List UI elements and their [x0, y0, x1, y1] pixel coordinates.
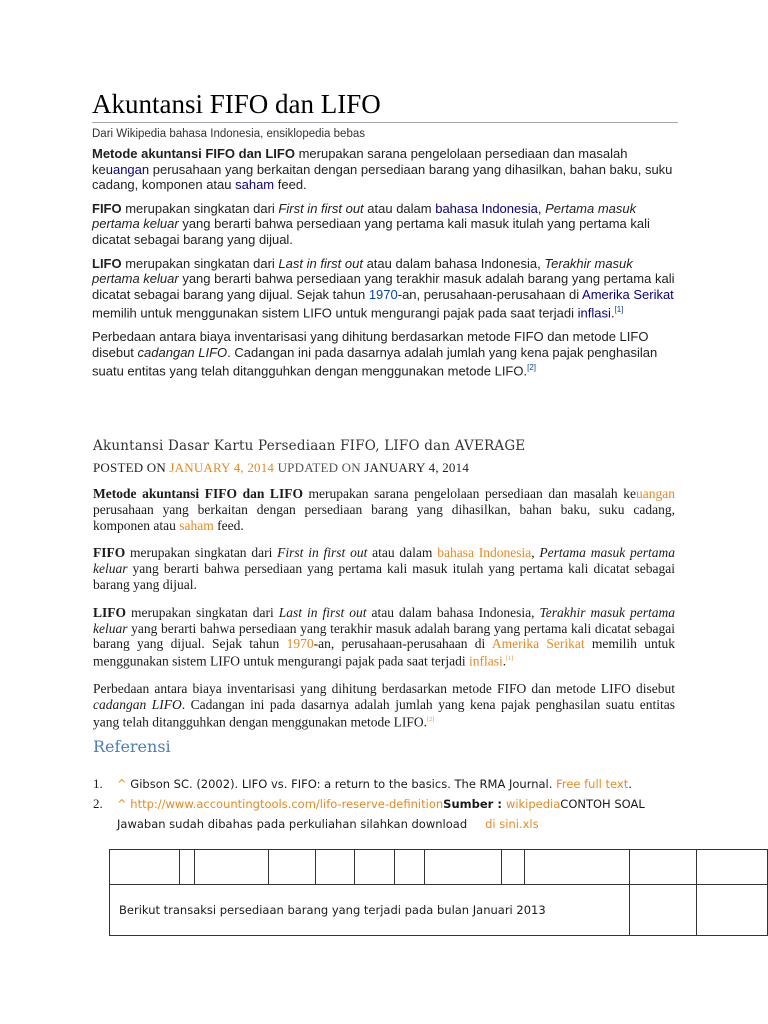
text: perusahaan yang berkaitan dengan persediaan barang yang dihasilkan, bahan baku, suku cadang, komponen atau	[92, 161, 673, 193]
reference-item-2	[93, 794, 683, 834]
footnote-1[interactable]: [1]	[506, 656, 514, 663]
posted-label: POSTED ON	[93, 460, 170, 475]
caret-link[interactable]: ^	[117, 797, 127, 811]
download-text: Jawaban sudah dibahas pada perkuliahan silahkan download	[117, 817, 468, 831]
table-cell	[179, 850, 194, 885]
bold-term: Metode akuntansi FIFO dan LIFO	[92, 146, 295, 161]
post-meta	[93, 460, 675, 476]
updated-label: UPDATED ON	[274, 460, 365, 475]
text: yang berarti bahwa persediaan yang terakhir masuk adalah barang yang pertama kali dicatat sebagai barang yang dijual. Sejak tahun	[93, 620, 675, 652]
table-cell	[394, 850, 424, 885]
text: memilih untuk menggunakan sistem LIFO untuk mengurangi pajak pada saat terjadi	[92, 305, 578, 321]
references-heading: Referensi	[93, 737, 171, 756]
table-cell	[194, 850, 269, 885]
table-cell	[525, 850, 630, 885]
posted-date-link[interactable]: JANUARY 4, 2014	[169, 460, 275, 475]
italic-term: First in first out	[277, 545, 368, 561]
italic-term: First in first out	[278, 200, 364, 216]
text: atau dalam bahasa Indonesia,	[362, 255, 545, 271]
list-number: 2.	[93, 796, 103, 811]
blog-paragraph-4	[93, 681, 675, 730]
wikipedia-link[interactable]: wikipedia	[505, 797, 561, 811]
text: yang berarti bahwa persediaan yang terakhir masuk adalah barang yang pertama kali dicatat sebagai barang yang dijual. Sejak tahun	[92, 271, 675, 302]
text: -an, perusahaan-perusahaan di	[313, 636, 492, 652]
footnote-1[interactable]: [1]	[614, 305, 624, 315]
link-uangan[interactable]: uangan	[105, 161, 150, 177]
text: .	[610, 305, 615, 321]
download-link[interactable]: di sini.xls	[485, 817, 539, 831]
italic-term: Pertama masuk pertama keluar	[93, 545, 675, 577]
link-1970[interactable]: 1970	[286, 636, 314, 652]
italic-term: Terakhir masuk pertama keluar	[93, 604, 675, 636]
text: . Cadangan ini pada dasarnya adalah jumlah yang kena pajak penghasilan suatu entitas yang telah ditangguhkan dengan menggunakan metode LIFO.	[93, 697, 675, 730]
bold-term: LIFO	[93, 604, 127, 620]
text: merupakan singkatan dari	[126, 604, 279, 620]
text: Perbedaan antara biaya inventarisasi yang dihitung berdasarkan metode FIFO dan metode LIFO disebut	[93, 681, 675, 697]
italic-term: Last in first out	[278, 604, 367, 620]
blog-heading: Akuntansi Dasar Kartu Persediaan FIFO, LIFO dan AVERAGE	[93, 438, 526, 454]
references-list	[93, 774, 683, 834]
caret-link[interactable]: ^	[117, 777, 127, 791]
text: -an, perusahaan-perusahaan di	[397, 286, 583, 302]
table-cell	[502, 850, 525, 885]
text: .	[502, 653, 507, 669]
text: feed.	[213, 517, 244, 533]
link-saham[interactable]: saham	[235, 177, 275, 193]
text: ,	[531, 545, 540, 561]
bold-term: LIFO	[92, 255, 122, 271]
link-saham[interactable]: saham	[179, 517, 214, 533]
wiki-paragraph-3	[92, 256, 678, 322]
text: yang berarti bahwa persediaan yang pertama kali masuk itulah yang pertama kali dicatat sebagai barang yang dijual.	[92, 216, 650, 247]
text: atau dalam bahasa Indonesia,	[366, 604, 540, 620]
wiki-paragraph-4	[92, 329, 678, 379]
table-row	[110, 885, 768, 936]
italic-term: cadangan LIFO	[93, 697, 182, 713]
link-inflasi[interactable]: inflasi	[577, 305, 611, 321]
table-cell	[354, 850, 394, 885]
contoh-soal-label: CONTOH SOAL	[560, 797, 645, 811]
italic-term: Terakhir masuk pertama keluar	[92, 255, 633, 287]
italic-term: Pertama masuk pertama keluar	[92, 200, 637, 232]
text: perusahaan yang berkaitan dengan persediaan barang yang dihasilkan, bahan baku, suku cadang, komponen atau	[93, 501, 675, 533]
text: feed.	[274, 177, 307, 193]
text: merupakan singkatan dari	[121, 200, 279, 216]
link-amerika-serikat[interactable]: Amerika Serikat	[582, 286, 674, 302]
footnote-2[interactable]: [2]	[527, 363, 536, 373]
wiki-section	[92, 88, 678, 387]
text: memilih untuk menggunakan sistem LIFO untuk mengurangi pajak pada saat terjadi	[93, 636, 675, 669]
text: atau dalam	[367, 545, 438, 561]
wiki-paragraph-2	[92, 201, 678, 248]
link-uangan[interactable]: uangan	[636, 486, 676, 501]
bold-term: Metode akuntansi FIFO dan LIFO	[93, 486, 303, 501]
blog-paragraph-1	[93, 486, 675, 533]
inventory-table	[109, 849, 768, 936]
text: merupakan sarana pengelolaan persediaan dan masalah ke	[92, 146, 628, 177]
table-cell	[697, 885, 768, 936]
text: atau dalam	[363, 200, 436, 216]
link-inflasi[interactable]: inflasi	[469, 653, 503, 669]
reference-text: Gibson SC. (2002). LIFO vs. FIFO: a return to the basics. The RMA Journal.	[126, 777, 557, 791]
blog-paragraph-3	[93, 605, 675, 670]
link-bahasa-indonesia[interactable]: bahasa Indonesia	[437, 545, 532, 561]
table-cell	[697, 850, 768, 885]
blog-paragraph-2	[93, 545, 675, 592]
table-cell	[316, 850, 355, 885]
sumber-label: Sumber :	[443, 797, 506, 811]
page-title: Akuntansi FIFO dan LIFO	[92, 88, 678, 123]
table-row	[110, 850, 768, 885]
updated-date: JANUARY 4, 2014	[364, 460, 470, 475]
text: . Cadangan ini pada dasarnya adalah jumlah yang kena pajak penghasilan suatu entitas yang telah ditangguhkan dengan menggunakan metode LIFO.	[92, 344, 658, 379]
list-number: 1.	[93, 776, 103, 791]
text: merupakan singkatan dari	[125, 545, 278, 561]
text: merupakan sarana pengelolaan persediaan dan masalah ke	[302, 486, 637, 501]
table-cell	[629, 885, 697, 936]
text: merupakan singkatan dari	[121, 255, 279, 271]
reference-item-1	[93, 774, 683, 794]
table-cell	[629, 850, 697, 885]
italic-term: Last in first out	[278, 255, 363, 271]
footnote-2[interactable]: [2]	[427, 717, 435, 724]
table-cell	[269, 850, 316, 885]
bold-term: FIFO	[92, 200, 122, 216]
text: ,	[537, 200, 546, 216]
italic-term: cadangan LIFO	[137, 344, 228, 360]
link-bahasa-indonesia[interactable]: bahasa Indonesia	[435, 200, 538, 216]
text: yang berarti bahwa persediaan yang pertama kali masuk itulah yang pertama kali dicatat sebagai barang yang dijual.	[93, 561, 675, 592]
link-amerika-serikat[interactable]: Amerika Serikat	[491, 636, 585, 652]
text: Perbedaan antara biaya inventarisasi yang dihitung berdasarkan metode FIFO dan metode LIFO disebut	[92, 329, 649, 360]
link-1970[interactable]: 1970	[368, 286, 398, 302]
wiki-paragraph-1	[92, 146, 678, 193]
table-cell	[424, 850, 502, 885]
table-cell	[110, 850, 180, 885]
free-full-text-link[interactable]: Free full text	[556, 777, 629, 791]
page-subtitle: Dari Wikipedia bahasa Indonesia, ensiklopedia bebas	[92, 128, 365, 140]
bold-term: FIFO	[93, 545, 126, 561]
blog-section	[93, 438, 675, 742]
table-cell-description: Berikut transaksi persediaan barang yang terjadi pada bulan Januari 2013	[110, 885, 630, 936]
accountingtools-link[interactable]: http://www.accountingtools.com/lifo-reserve-definition	[126, 797, 444, 811]
text: .	[628, 777, 632, 791]
